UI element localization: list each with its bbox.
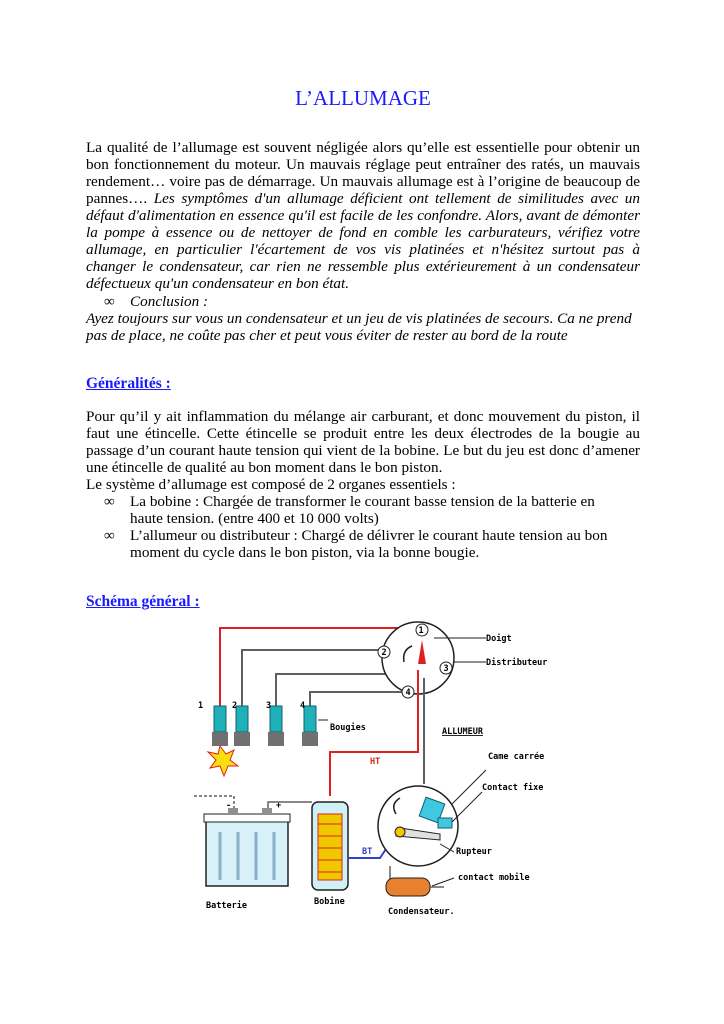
- label-ht: HT: [370, 757, 381, 767]
- plug-base-3: [268, 732, 284, 746]
- label-batterie: Batterie: [206, 901, 247, 911]
- plug-number-2: 2: [232, 701, 238, 711]
- list-item-line: moment du cycle dans le bon piston, via la bonne bougie.: [130, 544, 480, 561]
- generalites-heading: Généralités :: [86, 375, 171, 392]
- list-item-line: haute tension. (entre 400 et 10 000 volts): [130, 510, 379, 527]
- label-bobine: Bobine: [314, 897, 345, 907]
- label-doigt: Doigt: [486, 634, 512, 644]
- plug-base-2: [234, 732, 250, 746]
- spark-plug-3: [270, 706, 282, 732]
- ht-wire-plug-4: [310, 692, 408, 706]
- label-bougies: Bougies: [330, 723, 366, 733]
- list-item-line: La bobine : Chargée de transformer le courant basse tension de la batterie en: [130, 493, 595, 510]
- fixed-contact: [438, 818, 452, 828]
- distributor-label-3: 3: [443, 664, 449, 674]
- label-contact-fixe: Contact fixe: [482, 783, 544, 793]
- distributor-label-2: 2: [381, 648, 387, 658]
- spark-plug-4: [304, 706, 316, 732]
- label-contact-mobile: contact mobile: [458, 873, 530, 883]
- conclusion-text: Ayez toujours sur vous un condensateur et un jeu de vis platinées de secours. Ca ne prend pas de place, ne coûte pas cher et peut vous éviter de rester au bord de la route: [86, 310, 632, 344]
- battery-plus-label: +: [276, 801, 282, 811]
- coil-icon: [312, 802, 348, 890]
- label-distributeur: Distributeur: [486, 658, 548, 668]
- plug-number-1: 1: [198, 701, 204, 711]
- conclusion-label: Conclusion :: [130, 293, 209, 310]
- plug-number-3: 3: [266, 701, 272, 711]
- bullet-symbol: ∞: [104, 493, 115, 510]
- battery-icon: [204, 808, 290, 886]
- label-came-carree: Came carrée: [488, 752, 545, 762]
- label-allumeur: ALLUMEUR: [442, 727, 483, 737]
- plug-base-1: [212, 732, 228, 746]
- list-item-line: L’allumeur ou distributeur : Chargé de délivrer le courant haute tension au bon: [130, 527, 608, 544]
- bullet-symbol: ∞: [104, 527, 115, 544]
- label-bt: BT: [362, 847, 373, 857]
- schema-heading: Schéma général :: [86, 593, 200, 610]
- breaker-pivot: [395, 827, 405, 837]
- intro-italic-text: Les symptômes d'un allumage déficient ont tellement de similitudes avec un défaut d'alimentation en essence qu'il est facile de les confondre. Alors, avant de démonter la pompe à essence ou de nettoyer de fond en comble les carburateurs, vérifiez votre allumage, en particulier l'écartement de vos vis platinées et n'hésitez surtout pas à changer le condensateur, car rien ne ressemble plus extérieurement à un condensateur défectueux qu'un condensateur en bon état.: [86, 190, 640, 292]
- bullet-symbol: ∞: [104, 293, 115, 310]
- distributor-label-4: 4: [405, 688, 411, 698]
- intro-paragraph: [86, 139, 640, 292]
- spark-plug-2: [236, 706, 248, 732]
- plug-base-4: [302, 732, 318, 746]
- label-rupteur: Rupteur: [456, 847, 492, 857]
- plug-number-4: 4: [300, 701, 306, 711]
- list-item-allumeur: [104, 527, 640, 561]
- spark-plug-1: [214, 706, 226, 732]
- generalites-paragraph: Pour qu’il y ait inflammation du mélange air carburant, et donc mouvement du piston, il faut une étincelle. Cette étincelle se produit entre les deux électrodes de la bougie au passage d’un courant haute tension qui vient de la bobine. Le but du jeu est donc d’amener une étincelle de qualité au bon moment dans le bon piston.: [86, 408, 640, 476]
- spark-icon: [208, 746, 238, 776]
- label-condensateur: Condensateur.: [388, 907, 455, 917]
- spark-plugs: [208, 706, 318, 776]
- condenser-icon: [386, 878, 430, 896]
- ht-wire-plug-2: [242, 650, 382, 706]
- list-item-bobine: [104, 493, 640, 527]
- battery-plus-wire: [268, 802, 312, 814]
- ignition-diagram: [190, 618, 550, 918]
- intro-text: La qualité de l’allumage est souvent négligée alors qu’elle est essentielle pour obtenir un bon fonctionnement du moteur. Un mauvais réglage peut entraîner des ratés, un mauvais rendement… voire pas de démarrage. Un mauvais allumage est à l’origine de beaucoup de pannes….: [86, 139, 640, 207]
- page-title: L’ALLUMAGE: [295, 86, 431, 110]
- battery-minus-label: -: [226, 801, 232, 811]
- system-text: Le système d’allumage est composé de 2 organes essentiels :: [86, 476, 456, 493]
- distributor-label-1: 1: [418, 626, 424, 636]
